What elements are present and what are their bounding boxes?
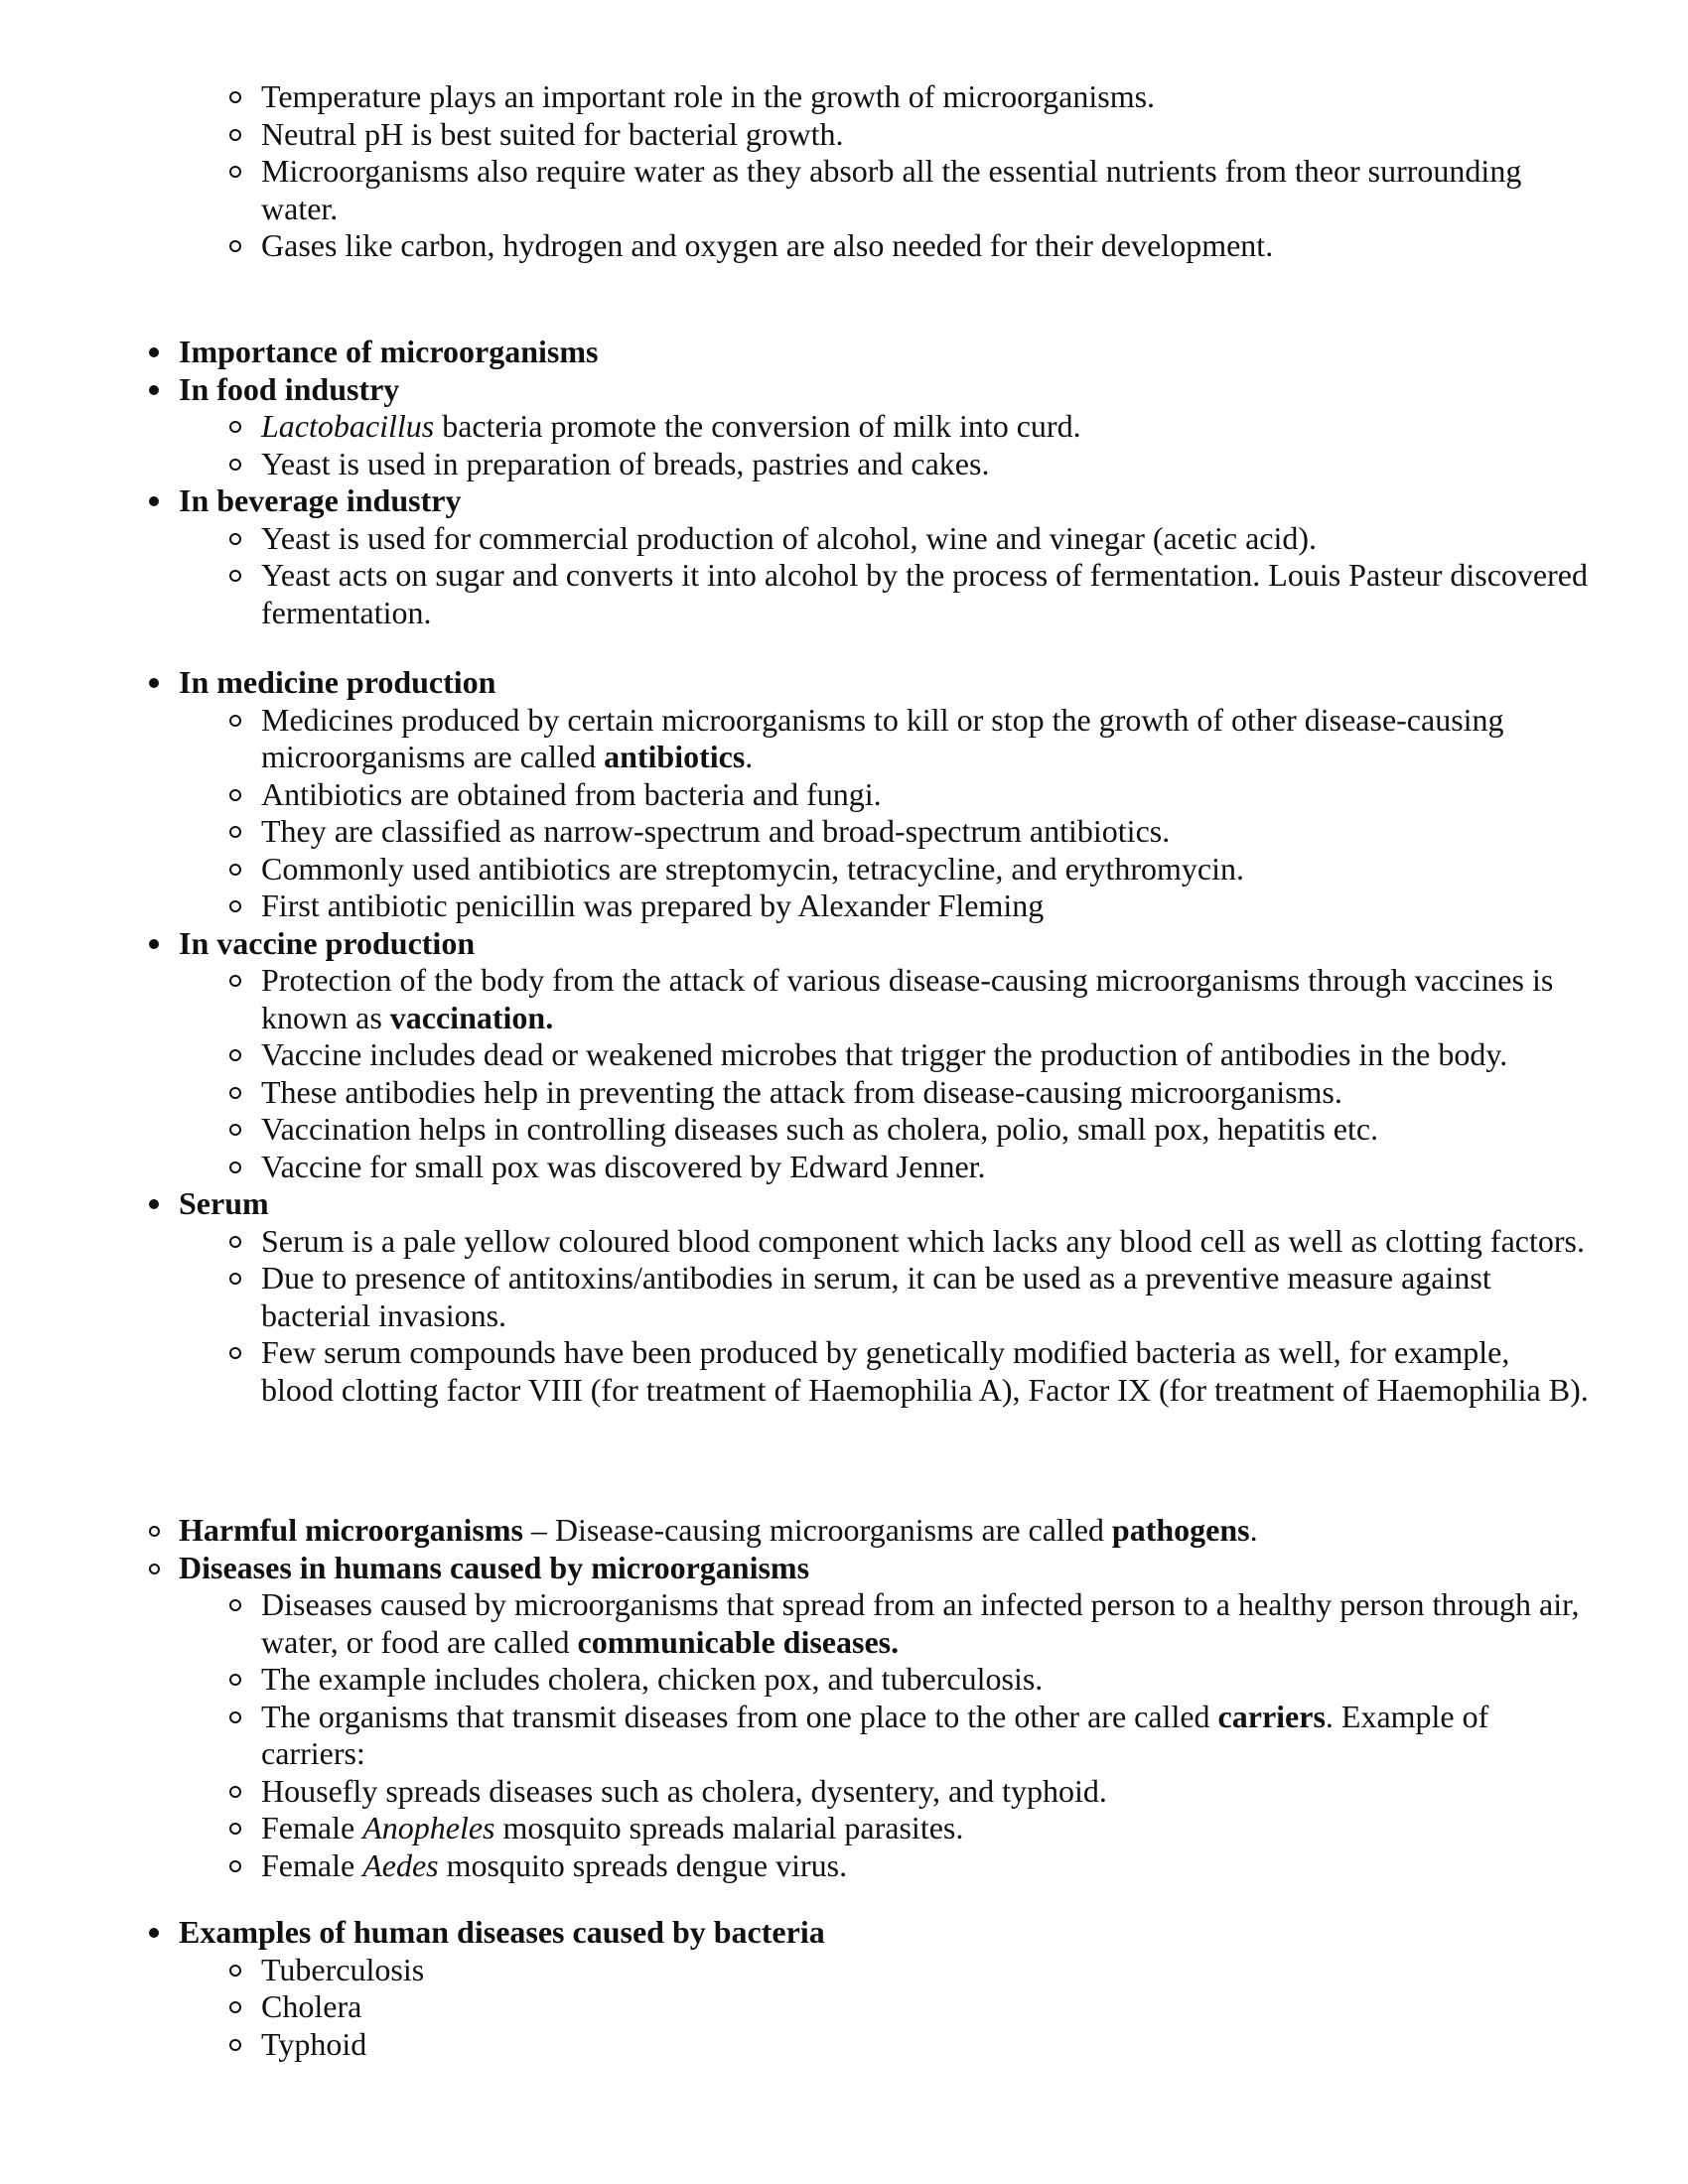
beverage-industry-list <box>0 520 1688 632</box>
list-item: Cholera <box>261 1988 1688 2026</box>
food-industry-section <box>179 371 1688 409</box>
list-item: Lactobacillus bacteria promote the conversion of milk into curd. <box>261 408 1688 446</box>
list-item: Yeast is used in preparation of breads, pastries and cakes. <box>261 446 1688 483</box>
list-item: Antibiotics are obtained from bacteria and fungi. <box>261 776 1688 814</box>
list-item: Gases like carbon, hydrogen and oxygen are also needed for their development. <box>261 227 1688 265</box>
list-item: These antibodies help in preventing the attack from disease-causing microorganisms. <box>261 1074 1688 1112</box>
growth-conditions-list <box>0 78 1688 265</box>
medicine-production-heading: In medicine production <box>179 664 1688 702</box>
list-item: Commonly used antibiotics are streptomycin, tetracycline, and erythromycin. <box>261 851 1688 888</box>
list-item: Vaccine for small pox was discovered by Edward Jenner. <box>261 1149 1688 1186</box>
list-item: Medicines produced by certain microorganisms to kill or stop the growth of other disease-causing microorganisms are called antibiotics. <box>261 702 1688 776</box>
list-item: Yeast is used for commercial production of alcohol, wine and vinegar (acetic acid). <box>261 520 1688 558</box>
serum-list <box>0 1223 1688 1410</box>
bacteria-diseases-block <box>0 1914 1688 2063</box>
list-item: Typhoid <box>261 2026 1688 2064</box>
vaccine-production-list <box>0 962 1688 1185</box>
list-item: Vaccination helps in controlling diseases such as cholera, polio, small pox, hepatitis etc. <box>261 1111 1688 1149</box>
list-item: Serum is a pale yellow coloured blood component which lacks any blood cell as well as clotting factors. <box>261 1223 1688 1261</box>
importance-list <box>0 334 1688 408</box>
importance-block <box>0 334 1688 631</box>
list-item: Neutral pH is best suited for bacterial growth. <box>261 116 1688 154</box>
beverage-list-heading <box>0 482 1688 520</box>
list-item: The organisms that transmit diseases from one place to the other are called carriers. Example of carriers: <box>261 1699 1688 1773</box>
vaccine-production-heading: In vaccine production <box>179 925 1688 963</box>
list-item: First antibiotic penicillin was prepared by Alexander Fleming <box>261 887 1688 925</box>
list-item: Female Anopheles mosquito spreads malarial parasites. <box>261 1810 1688 1847</box>
list-item: Few serum compounds have been produced by genetically modified bacteria as well, for example, blood clotting factor VIII (for treatment of Haemophilia A), Factor IX (for treatment of Haemophilia B). <box>261 1334 1688 1409</box>
food-industry-heading: In food industry <box>179 370 400 407</box>
food-industry-list <box>0 408 1688 482</box>
diseases-list <box>0 1586 1688 1884</box>
production-block <box>0 664 1688 1409</box>
bacteria-diseases-list <box>0 1952 1688 2064</box>
list-item: Housefly spreads diseases such as cholera, dysentery, and typhoid. <box>261 1773 1688 1811</box>
diseases-heading: Diseases in humans caused by microorganisms <box>179 1550 1688 1587</box>
list-item: The example includes cholera, chicken pox, and tuberculosis. <box>261 1661 1688 1699</box>
serum-heading: Serum <box>179 1185 1688 1223</box>
list-item: Protection of the body from the attack of various disease-causing microorganisms through vaccines is known as vaccination. <box>261 962 1688 1036</box>
list-item: Tuberculosis <box>261 1952 1688 1989</box>
list-item: They are classified as narrow-spectrum and broad-spectrum antibiotics. <box>261 813 1688 851</box>
harmful-microorganisms-line: Harmful microorganisms – Disease-causing microorganisms are called pathogens. <box>179 1512 1688 1550</box>
growth-conditions-block <box>0 78 1688 265</box>
importance-heading: Importance of microorganisms <box>179 334 1688 371</box>
bacteria-diseases-heading: Examples of human diseases caused by bacteria <box>179 1914 1688 1952</box>
harmful-block <box>0 1512 1688 1884</box>
list-item: Due to presence of antitoxins/antibodies in serum, it can be used as a preventive measure against bacterial invasions. <box>261 1260 1688 1334</box>
list-item: Vaccine includes dead or weakened microbes that trigger the production of antibodies in the body. <box>261 1036 1688 1074</box>
list-item: Diseases caused by microorganisms that spread from an infected person to a healthy person through air, water, or food are called communicable diseases. <box>261 1586 1688 1661</box>
beverage-industry-heading: In beverage industry <box>179 482 1688 520</box>
medicine-production-list <box>0 702 1688 925</box>
list-item: Female Aedes mosquito spreads dengue virus. <box>261 1847 1688 1885</box>
list-item: Yeast acts on sugar and converts it into alcohol by the process of fermentation. Louis Pasteur discovered fermentation. <box>261 557 1688 631</box>
list-item: Temperature plays an important role in the growth of microorganisms. <box>261 78 1688 116</box>
list-item: Microorganisms also require water as they absorb all the essential nutrients from theor surrounding water. <box>261 153 1688 227</box>
